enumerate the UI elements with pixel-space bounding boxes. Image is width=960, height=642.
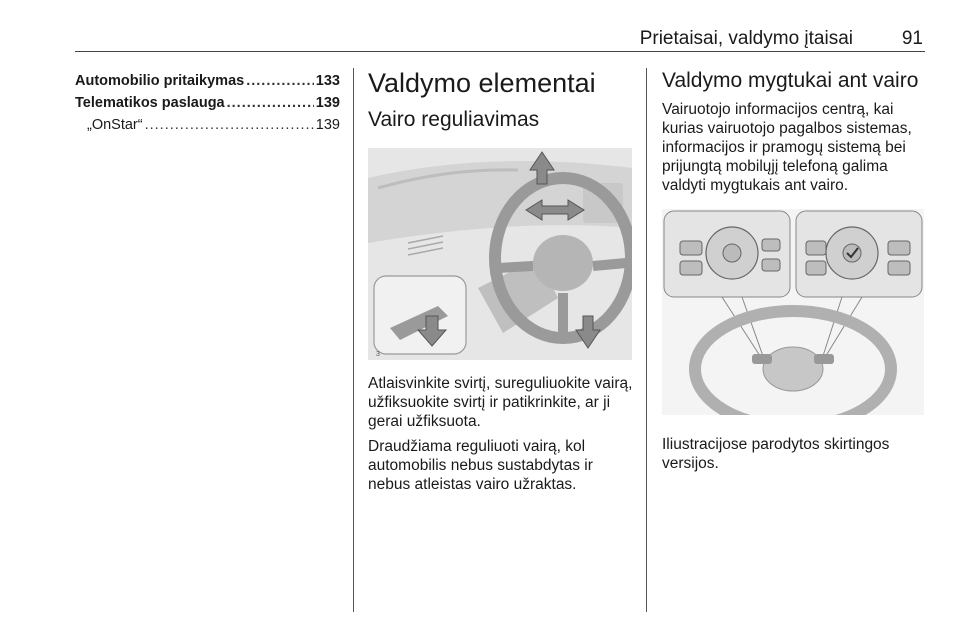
steering-controls-image <box>662 209 924 415</box>
toc-entry[interactable] <box>75 92 340 114</box>
toc-entry-label: Automobilio pritaikymas <box>75 73 245 89</box>
body-paragraph: Atlaisvinkite svirtį, sureguliuokite vairą, užfiksuokite svirtį ir patikrinkite, ar ji gerai užfiksuota. <box>368 375 633 430</box>
toc-entry[interactable] <box>75 70 340 92</box>
steering-adjust-section <box>368 66 636 500</box>
steering-buttons-illustration <box>662 209 924 415</box>
steering-adjust-illustration <box>368 148 632 360</box>
toc-entry-page: 139 <box>315 117 340 133</box>
body-paragraph: Draudžiama reguliuoti vairą, kol automobilis nebus sustabdytas ir nebus atleistas vairo užraktas. <box>368 438 593 493</box>
column-divider <box>353 68 354 612</box>
steering-wheel-image <box>368 148 632 360</box>
steering-controls-section <box>662 66 930 479</box>
section-heading: Valdymo elementai <box>368 68 596 98</box>
toc-leader <box>246 70 314 92</box>
column-divider <box>646 68 647 612</box>
toc-leader <box>227 92 314 114</box>
toc <box>75 70 340 136</box>
toc-entry[interactable] <box>75 114 340 136</box>
toc-entry-label: Telematikos paslauga <box>75 95 225 111</box>
figure-caption: Iliustracijose parodytos skirtingos versijos. <box>662 436 890 472</box>
page-header <box>75 24 925 54</box>
toc-entry-page: 139 <box>315 95 340 111</box>
toc-leader <box>145 114 314 136</box>
section-heading: Valdymo mygtukai ant vairo <box>662 69 919 92</box>
header-rule <box>75 51 925 52</box>
figure-label: 3 <box>376 351 380 358</box>
toc-entry-label: „OnStar“ <box>87 117 143 133</box>
header-title: Prietaisai, valdymo įtaisai <box>639 28 853 49</box>
section-subheading: Vairo reguliavimas <box>368 108 540 131</box>
toc-entry-page: 133 <box>315 73 340 89</box>
page-number: 91 <box>901 28 923 49</box>
body-paragraph: Vairuotojo informacijos centrą, kai kurias vairuotojo pagalbos sistemas, informacijos ir pramogų sistemą bei prijungtą mobilųjį telefoną galima valdyti mygtukais ant vairo. <box>662 101 912 194</box>
